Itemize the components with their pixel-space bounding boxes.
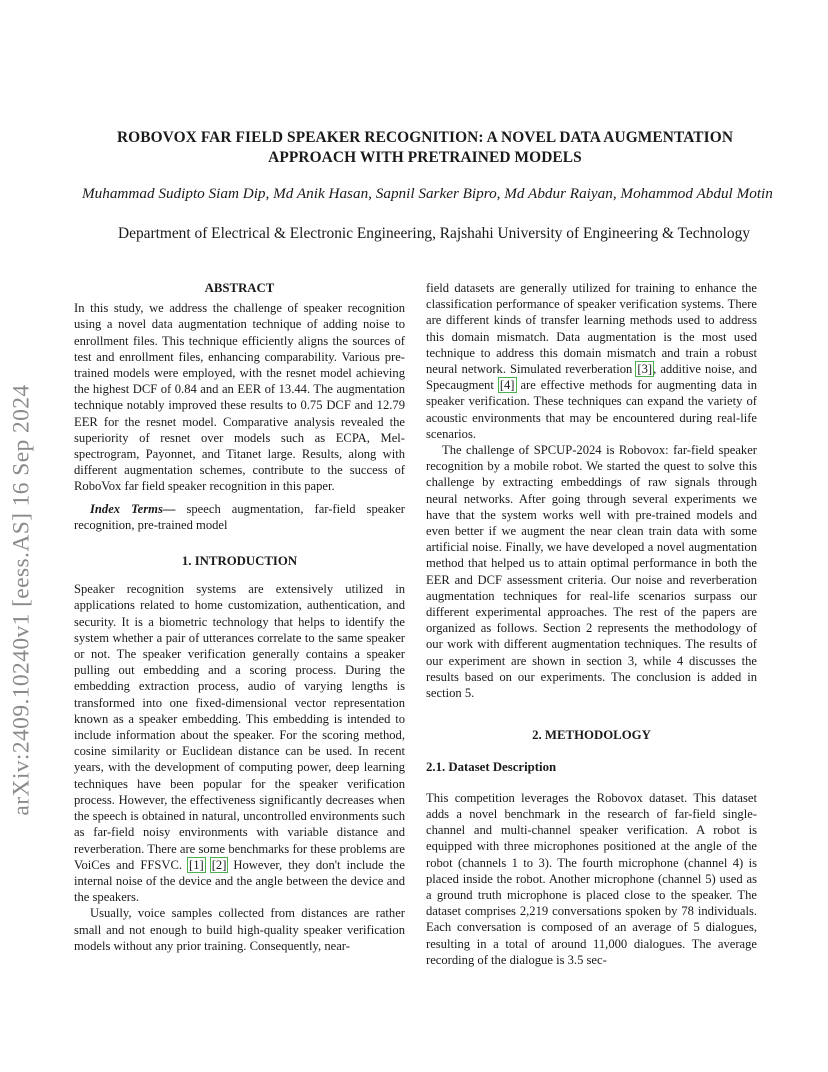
arxiv-id: arXiv:2409.10240v1 [eess.AS] 16 Sep 2024 — [8, 384, 35, 816]
left-column — [74, 280, 405, 954]
dataset-subheading: 2.1. Dataset Description — [426, 760, 557, 775]
abstract-heading: ABSTRACT — [204, 281, 275, 295]
citation-3-link[interactable]: [3] — [637, 362, 653, 377]
affiliation: Department of Electrical & Electronic Engineering, Rajshahi University of Engineering & Technology — [118, 225, 751, 242]
citation-1-link[interactable]: [1] — [189, 857, 204, 872]
title-line-2: APPROACH WITH PRETRAINED MODELS — [268, 149, 582, 166]
intro-paragraph-3: field datasets are generally utilized for training to enhance the classification performance of speaker verification systems. There are different kinds of transfer learning methods used to address this domain mismatch. Data augmentation is the most used technique to address this domain mismatch and train a robust neural network. Simulated reverberation [3], additive noise, and Specaugment [4] are effective methods for augmenting data in speaker verification. These techniques can expand the variety of acoustic environments that may be encountered during real-life scenarios. — [426, 281, 757, 441]
author-list: Muhammad Sudipto Siam Dip, Md Anik Hasan, Sapnil Sarker Bipro, Md Abdur Raiyan, Mohammod Abdul Motin — [82, 185, 773, 202]
dataset-paragraph: This competition leverages the Robovox dataset. This dataset adds a novel benchmark in the research of far-field single-channel and multi-channel speaker verification. A robot is equipped with three microphones positioned at the angle of the robot (channels 1 to 3). The fourth microphone (channel 4) is placed inside the robot. Another microphone (channel 5) used as a ground truth microphone is placed close to the speaker. The dataset comprises 2,219 conversations spoken by 78 individuals. Each conversation is composed of an average of 5 dialogues, resulting in a total of around 11,000 dialogues. The average recording of the dialogue is 3.5 sec- — [426, 790, 757, 967]
intro-paragraph-4: The challenge of SPCUP-2024 is Robovox: far-field speaker recognition by a mobile robot. We started the quest to solve this challenge by extracting embeddings of raw signals through neural networks. After going through several experiments we have that the system works well with pre-trained models and even better if we augment the near clean train data with some artificial noise. Finally, we have developed a novel augmentation method that helped us to attain optimal performance in both the EER and DCF assessment criteria. Our noise and reverberation augmentation techniques for real-life scenarios surpass our different experimental approaches. The rest of the papers are organized as follows. Section 2 represents the methodology of our work with different augmentation techniques. The results of our experiment are shown in section 3, while 4 discusses the results based on our experiments. The conclusion is added in section 5. — [426, 443, 757, 701]
title-line-1: ROBOVOX FAR FIELD SPEAKER RECOGNITION: A NOVEL DATA AUGMENTATION — [116, 129, 734, 146]
intro-heading: 1. INTRODUCTION — [181, 554, 298, 569]
abstract-text: In this study, we address the challenge of speaker recognition using a novel data augmentation technique of adding noise to enrollment files. This technique efficiently aligns the sources of test and enrollment files, enhancing comparability. Various pre-trained models were employed, with the resnet model achieving the highest DCF of 0.84 and an EER of 13.44. The augmentation technique notably improved these results to 0.75 DCF and 12.79 EER for the resnet model. Comparative analysis revealed the superiority of resnet over models such as ECPA, Mel-spectrogram, Payonnet, and Titanet large. Results, along with different augmentation schemes, contribute to the success of RoboVox far field speaker recognition in this paper. — [74, 301, 405, 494]
intro-paragraph-1: Speaker recognition systems are extensively utilized in applications related to home customization, authentication, and security. It is a biometric technology that helps to identify the system whether a pair of utterances correlate to the same speaker or not. The speaker verification generally contains a speaker pulling out embedding and a scoring process. During the embedding extraction process, audio of varying lengths is transformed into one fixed-dimensional vector representation known as a speaker embedding. This embedding is intended to include information about the speaker. For the scoring method, cosine similarity or Euclidean distance can be used. In recent years, with the development of computing power, deep learning techniques have been popular for the speaker verification process. However, the effectiveness significantly decreases when the speech is obtained in natural, uncontrolled environments such as far-field noisy environments with variable distance and reverberation. There are some benchmarks for these problems are VoiCes and FFSVC. [1] [2] However, they don't include the internal noise of the device and the angle between the device and the speakers. — [74, 582, 405, 905]
paper-title — [60, 128, 790, 168]
intro-paragraph-2: Usually, voice samples collected from distances are rather small and not enough to build high-quality speaker verification models without any prior training. Consequently, near- — [74, 906, 405, 953]
citation-2-link[interactable]: [2] — [211, 857, 227, 872]
index-terms-text: speech augmentation, far-field speaker recognition, pre-trained model — [74, 501, 405, 532]
index-terms-label: Index Terms— — [90, 501, 176, 516]
index-terms — [74, 501, 405, 533]
right-column — [426, 280, 757, 968]
methodology-heading: 2. METHODOLOGY — [532, 728, 651, 743]
citation-4-link[interactable]: [4] — [499, 378, 515, 393]
